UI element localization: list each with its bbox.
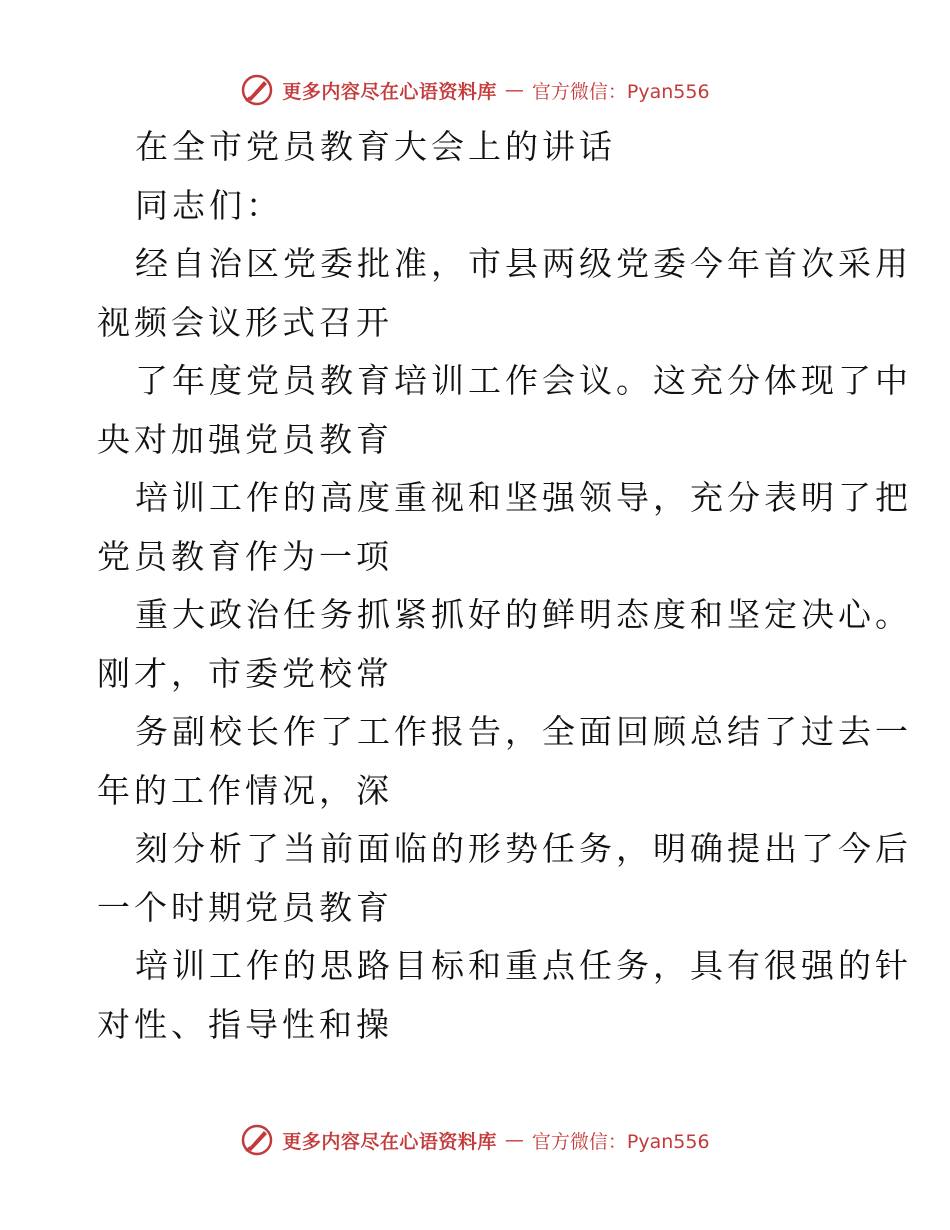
text-line: 培训工作的思路目标和重点任务，具有很强的针 [135,946,912,985]
banner-wechat: 官方微信：Pyan556 [531,80,710,103]
salutation: 同志们： [135,185,283,225]
text-line: 刚才，市委党校常 [97,653,393,693]
text-line: 刻分析了当前面临的形势任务，明确提出了今后 [135,829,912,868]
text-line: 年的工作情况，深 [97,770,393,810]
text-line: 视频会议形式召开 [97,302,393,342]
header-banner [0,70,950,110]
quill-pen-logo-icon [240,1123,274,1157]
quill-pen-logo-icon [240,73,274,107]
footer-banner [0,1120,950,1160]
text-line: 培训工作的高度重视和坚强领导，充分表明了把 [135,478,912,517]
text-line: 央对加强党员教育 [97,419,393,459]
banner-wechat: 官方微信：Pyan556 [531,1130,710,1153]
banner-title: 更多内容尽在心语资料库 [282,1130,497,1153]
document-body [97,118,912,1054]
text-line: 对性、指导性和操 [97,1004,393,1044]
text-line: 重大政治任务抓紧抓好的鲜明态度和坚定决心。 [135,595,912,634]
text-line: 经自治区党委批准，市县两级党委今年首次采用 [135,244,912,283]
banner-separator: — [504,1129,524,1151]
document-title: 在全市党员教育大会上的讲话 [135,127,616,166]
banner-separator: — [504,79,524,101]
text-line: 务副校长作了工作报告，全面回顾总结了过去一 [135,712,912,751]
text-line: 党员教育作为一项 [97,536,393,576]
text-line: 一个时期党员教育 [97,887,393,927]
text-line: 了年度党员教育培训工作会议。这充分体现了中 [135,361,912,400]
banner-title: 更多内容尽在心语资料库 [282,80,497,103]
